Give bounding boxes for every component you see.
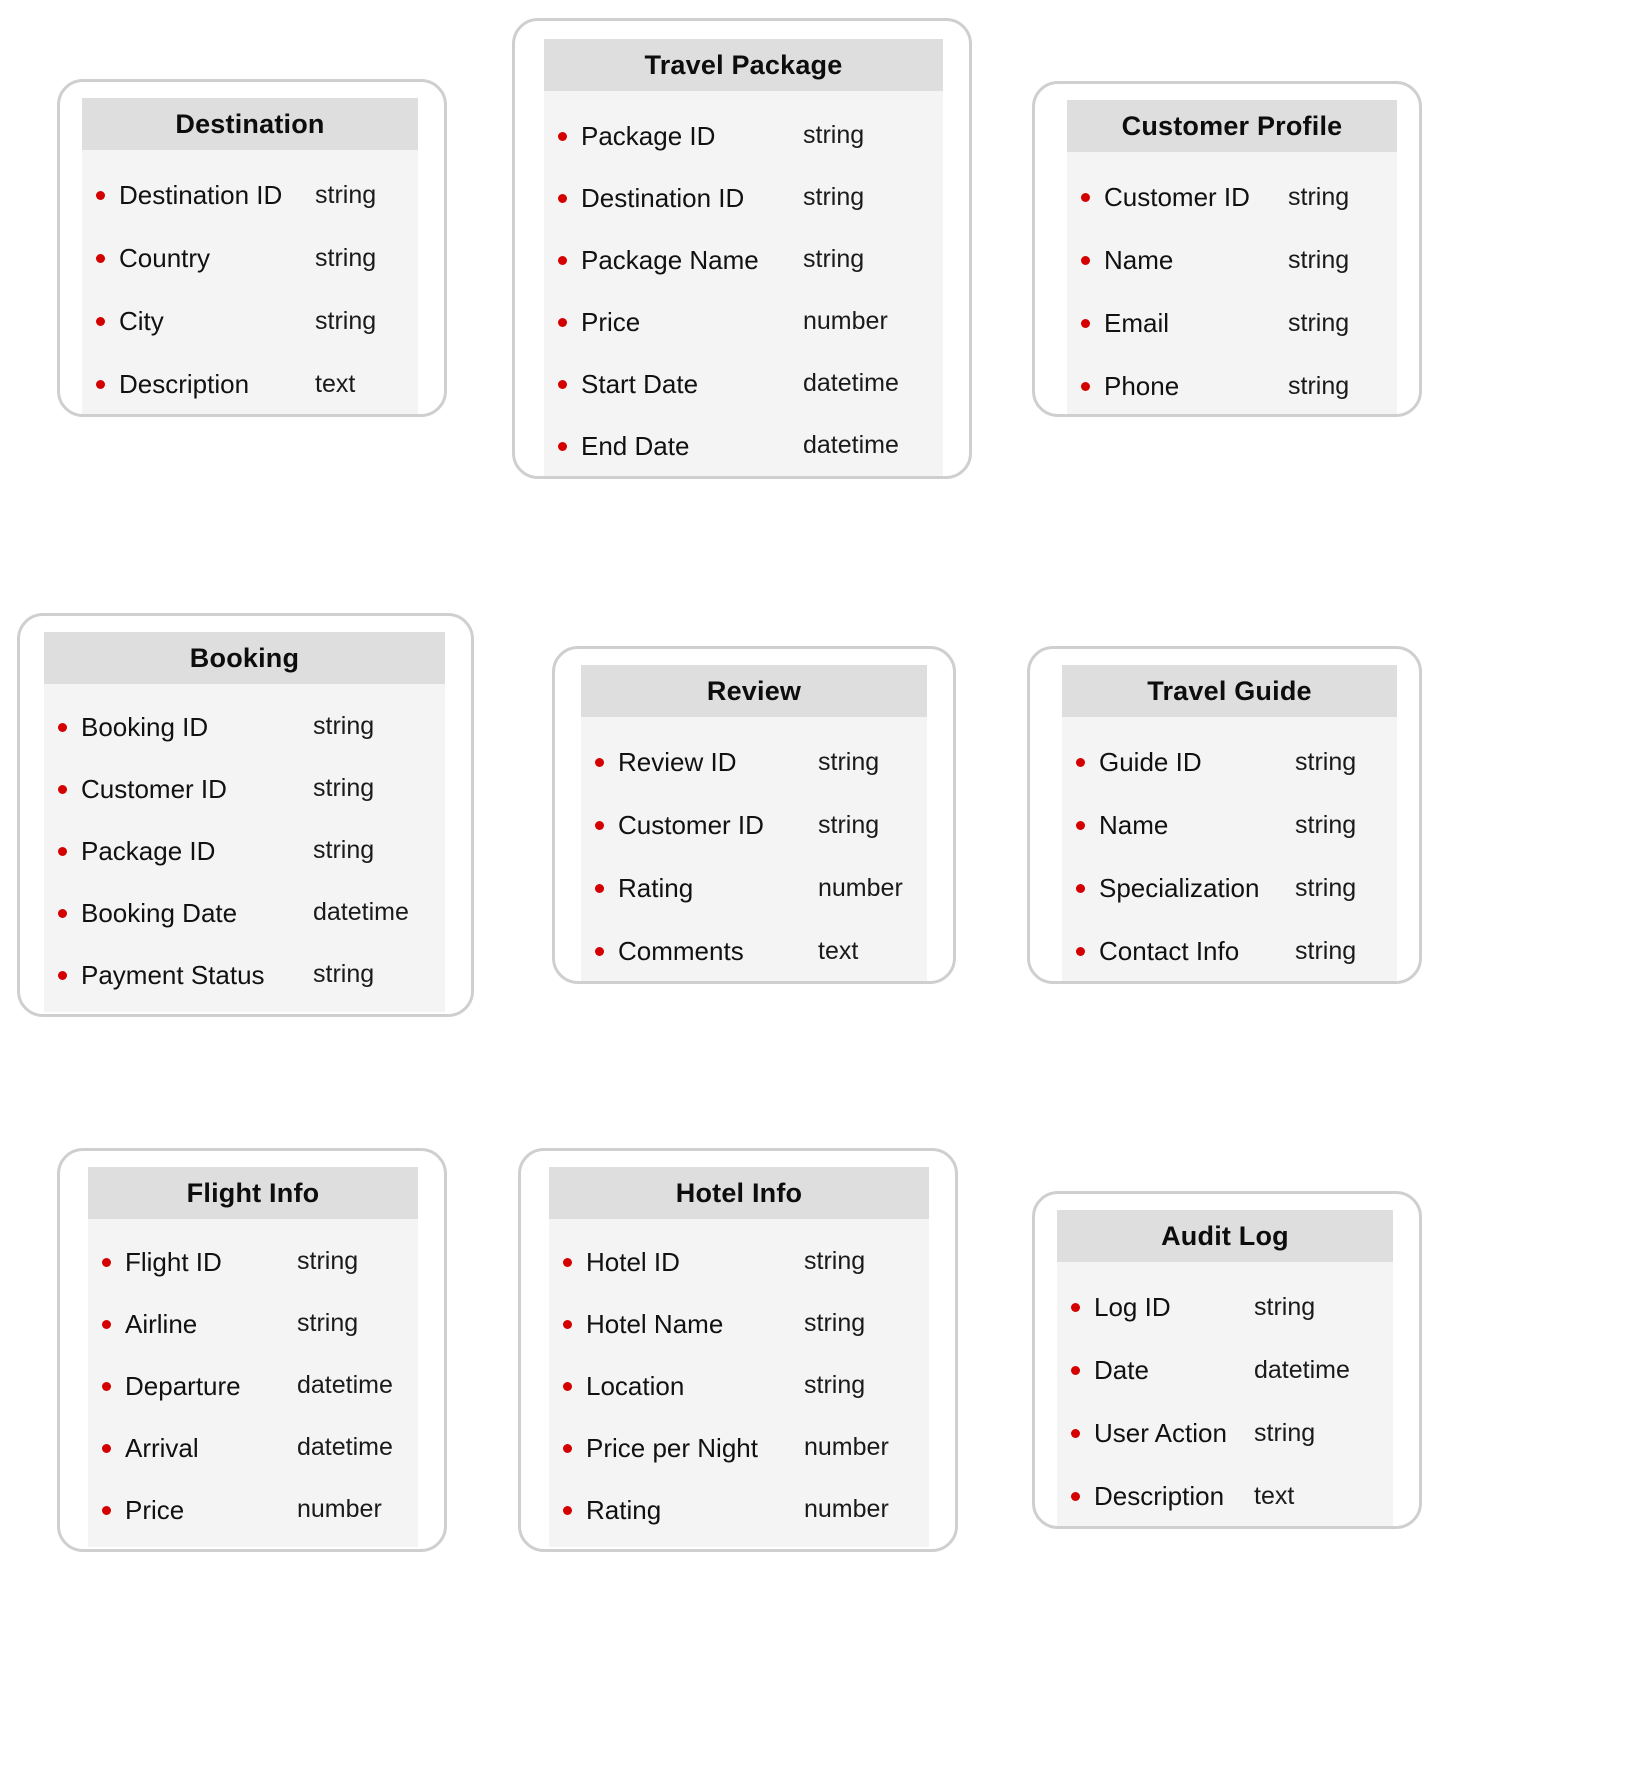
field-row[interactable] [96,290,418,353]
field-type: datetime [297,1371,393,1400]
field-row[interactable] [558,415,943,477]
bullet-icon [563,1258,572,1267]
field-type: string [1295,936,1357,965]
field-type: string [804,1371,866,1400]
field-type: string [1288,245,1350,274]
entity-fields-travel-guide [1062,717,1397,984]
bullet-icon [102,1444,111,1453]
bullet-icon [558,132,567,141]
entity-fields-audit-log [1057,1262,1393,1529]
field-name: Comments [618,936,744,967]
field-row[interactable] [558,229,943,291]
bullet-icon [58,971,67,980]
field-row[interactable] [96,227,418,290]
bullet-icon [1076,758,1085,767]
bullet-icon [1076,884,1085,893]
entity-fields-travel-package [544,91,943,479]
bullet-icon [1071,1492,1080,1501]
field-name: Rating [586,1494,662,1525]
bullet-icon [96,254,105,263]
bullet-icon [558,194,567,203]
field-type: datetime [1254,1355,1350,1384]
field-name: Departure [125,1370,241,1401]
field-row[interactable] [595,731,927,794]
bullet-icon [558,318,567,327]
field-row[interactable] [1076,920,1397,983]
field-row[interactable] [558,291,943,353]
field-row[interactable] [558,105,943,167]
field-type: string [804,1247,866,1276]
field-name: Price [581,306,641,337]
field-row[interactable] [1071,1465,1393,1528]
field-row[interactable] [563,1293,929,1355]
bullet-icon [1071,1303,1080,1312]
field-row[interactable] [1081,166,1397,229]
field-type: datetime [297,1433,393,1462]
field-type: string [1295,873,1357,902]
field-name: City [119,306,164,337]
entity-fields-booking [44,684,445,1012]
bullet-icon [96,191,105,200]
field-name: Date [1094,1355,1149,1386]
field-type: string [1288,308,1350,337]
field-row[interactable] [58,882,445,944]
field-name: Description [1094,1481,1225,1512]
bullet-icon [563,1320,572,1329]
field-name: Price [125,1494,185,1525]
entity-card-travel-package[interactable] [512,18,972,479]
field-name: User Action [1094,1418,1227,1449]
field-type: text [818,936,859,965]
field-type: string [315,180,377,209]
field-name: Phone [1104,371,1180,402]
field-row[interactable] [1076,794,1397,857]
bullet-icon [102,1382,111,1391]
bullet-icon [558,442,567,451]
bullet-icon [1081,256,1090,265]
entity-title-hotel-info: Hotel Info [549,1167,929,1219]
entity-inner-destination [82,98,418,405]
entity-card-travel-guide[interactable] [1027,646,1422,984]
field-name: Customer ID [618,810,764,841]
field-name: Location [586,1370,685,1401]
bullet-icon [58,909,67,918]
field-type: number [297,1495,382,1524]
entity-card-destination[interactable] [57,79,447,417]
bullet-icon [595,758,604,767]
bullet-icon [563,1444,572,1453]
field-name: Country [119,243,211,274]
entity-title-audit-log: Audit Log [1057,1210,1393,1262]
bullet-icon [558,256,567,265]
field-row[interactable] [595,920,927,983]
field-type: number [804,1495,889,1524]
field-type: string [803,121,865,150]
field-name: Destination ID [119,180,283,211]
entity-inner-travel-package [544,39,943,464]
field-row[interactable] [595,794,927,857]
bullet-icon [563,1506,572,1515]
field-row[interactable] [58,944,445,1006]
bullet-icon [1076,821,1085,830]
field-type: datetime [803,431,899,460]
bullet-icon [1081,319,1090,328]
entity-fields-flight-info [88,1219,418,1547]
field-row[interactable] [558,167,943,229]
field-name: Description [119,369,250,400]
field-name: Booking ID [81,711,209,742]
field-name: Hotel ID [586,1246,680,1277]
field-type: number [803,307,888,336]
field-row[interactable] [563,1355,929,1417]
field-name: Destination ID [581,182,745,213]
entity-inner-hotel-info [549,1167,929,1540]
bullet-icon [58,847,67,856]
field-row[interactable] [1076,857,1397,920]
field-type: string [1295,810,1357,839]
field-name: Booking Date [81,897,238,928]
field-row[interactable] [563,1479,929,1541]
entity-title-review: Review [581,665,927,717]
entity-fields-review [581,717,927,984]
field-row[interactable] [1081,355,1397,417]
field-type: string [1288,182,1350,211]
entity-inner-flight-info [88,1167,418,1540]
field-name: Price per Night [586,1432,758,1463]
field-name: Review ID [618,747,737,778]
field-type: string [313,960,375,989]
entity-card-flight-info[interactable] [57,1148,447,1552]
field-name: Package ID [81,835,216,866]
field-type: string [297,1247,359,1276]
bullet-icon [595,884,604,893]
field-name: Email [1104,308,1170,339]
field-type: text [1254,1481,1295,1510]
field-type: string [313,712,375,741]
field-name: Specialization [1099,873,1260,904]
field-name: Contact Info [1099,936,1240,967]
field-row[interactable] [563,1417,929,1479]
field-type: text [315,369,356,398]
field-row[interactable] [1071,1276,1393,1339]
entity-card-audit-log[interactable] [1032,1191,1422,1529]
bullet-icon [1081,193,1090,202]
field-row[interactable] [102,1355,418,1417]
field-name: Flight ID [125,1246,222,1277]
bullet-icon [563,1382,572,1391]
field-type: string [803,245,865,274]
field-type: number [804,1433,889,1462]
bullet-icon [1076,947,1085,956]
field-name: Rating [618,873,694,904]
bullet-icon [58,785,67,794]
entity-fields-hotel-info [549,1219,929,1547]
field-row[interactable] [58,820,445,882]
field-type: string [1295,747,1357,776]
field-type: string [818,810,880,839]
entity-title-booking: Booking [44,632,445,684]
field-row[interactable] [96,353,418,416]
bullet-icon [102,1320,111,1329]
field-type: string [1288,371,1350,400]
entity-card-booking[interactable] [17,613,474,1017]
entity-inner-travel-guide [1062,665,1397,972]
field-type: string [818,747,880,776]
bullet-icon [1081,382,1090,391]
field-name: Start Date [581,368,699,399]
field-type: string [1254,1418,1316,1447]
field-type: string [1254,1292,1316,1321]
bullet-icon [595,821,604,830]
field-type: datetime [313,898,409,927]
field-type: string [313,836,375,865]
field-type: string [315,306,377,335]
field-row[interactable] [1081,229,1397,292]
bullet-icon [1071,1429,1080,1438]
field-name: Package Name [581,244,759,275]
entity-title-flight-info: Flight Info [88,1167,418,1219]
field-row[interactable] [595,857,927,920]
field-name: End Date [581,430,690,461]
entity-inner-audit-log [1057,1210,1393,1517]
entity-card-hotel-info[interactable] [518,1148,958,1552]
entity-inner-review [581,665,927,972]
entity-inner-customer-profile [1067,100,1397,405]
field-name: Airline [125,1308,198,1339]
field-name: Name [1104,245,1174,276]
field-row[interactable] [102,1293,418,1355]
bullet-icon [102,1506,111,1515]
field-row[interactable] [563,1231,929,1293]
field-type: string [315,243,377,272]
field-name: Customer ID [81,773,227,804]
field-row[interactable] [1076,731,1397,794]
bullet-icon [102,1258,111,1267]
field-row[interactable] [102,1417,418,1479]
field-row[interactable] [58,758,445,820]
bullet-icon [58,723,67,732]
field-row[interactable] [102,1479,418,1541]
field-name: Payment Status [81,959,265,990]
entity-title-destination: Destination [82,98,418,150]
field-type: number [818,873,903,902]
bullet-icon [558,380,567,389]
bullet-icon [595,947,604,956]
field-type: string [313,774,375,803]
field-type: string [804,1309,866,1338]
field-name: Arrival [125,1432,199,1463]
field-row[interactable] [1071,1402,1393,1465]
entity-card-customer-profile[interactable] [1032,81,1422,417]
field-row[interactable] [58,696,445,758]
field-row[interactable] [102,1231,418,1293]
field-row[interactable] [1081,292,1397,355]
entity-card-review[interactable] [552,646,956,984]
bullet-icon [1071,1366,1080,1375]
bullet-icon [96,317,105,326]
field-type: string [297,1309,359,1338]
entity-inner-booking [44,632,445,1005]
field-row[interactable] [1071,1339,1393,1402]
entity-title-customer-profile: Customer Profile [1067,100,1397,152]
field-name: Package ID [581,120,716,151]
field-row[interactable] [558,353,943,415]
field-type: string [803,183,865,212]
bullet-icon [96,380,105,389]
field-name: Hotel Name [586,1308,724,1339]
entity-fields-destination [82,150,418,417]
field-name: Name [1099,810,1169,841]
entity-title-travel-guide: Travel Guide [1062,665,1397,717]
field-name: Customer ID [1104,182,1250,213]
field-type: datetime [803,369,899,398]
entity-title-travel-package: Travel Package [544,39,943,91]
field-name: Log ID [1094,1292,1171,1323]
field-name: Guide ID [1099,747,1202,778]
field-row[interactable] [96,164,418,227]
entity-fields-customer-profile [1067,152,1397,417]
